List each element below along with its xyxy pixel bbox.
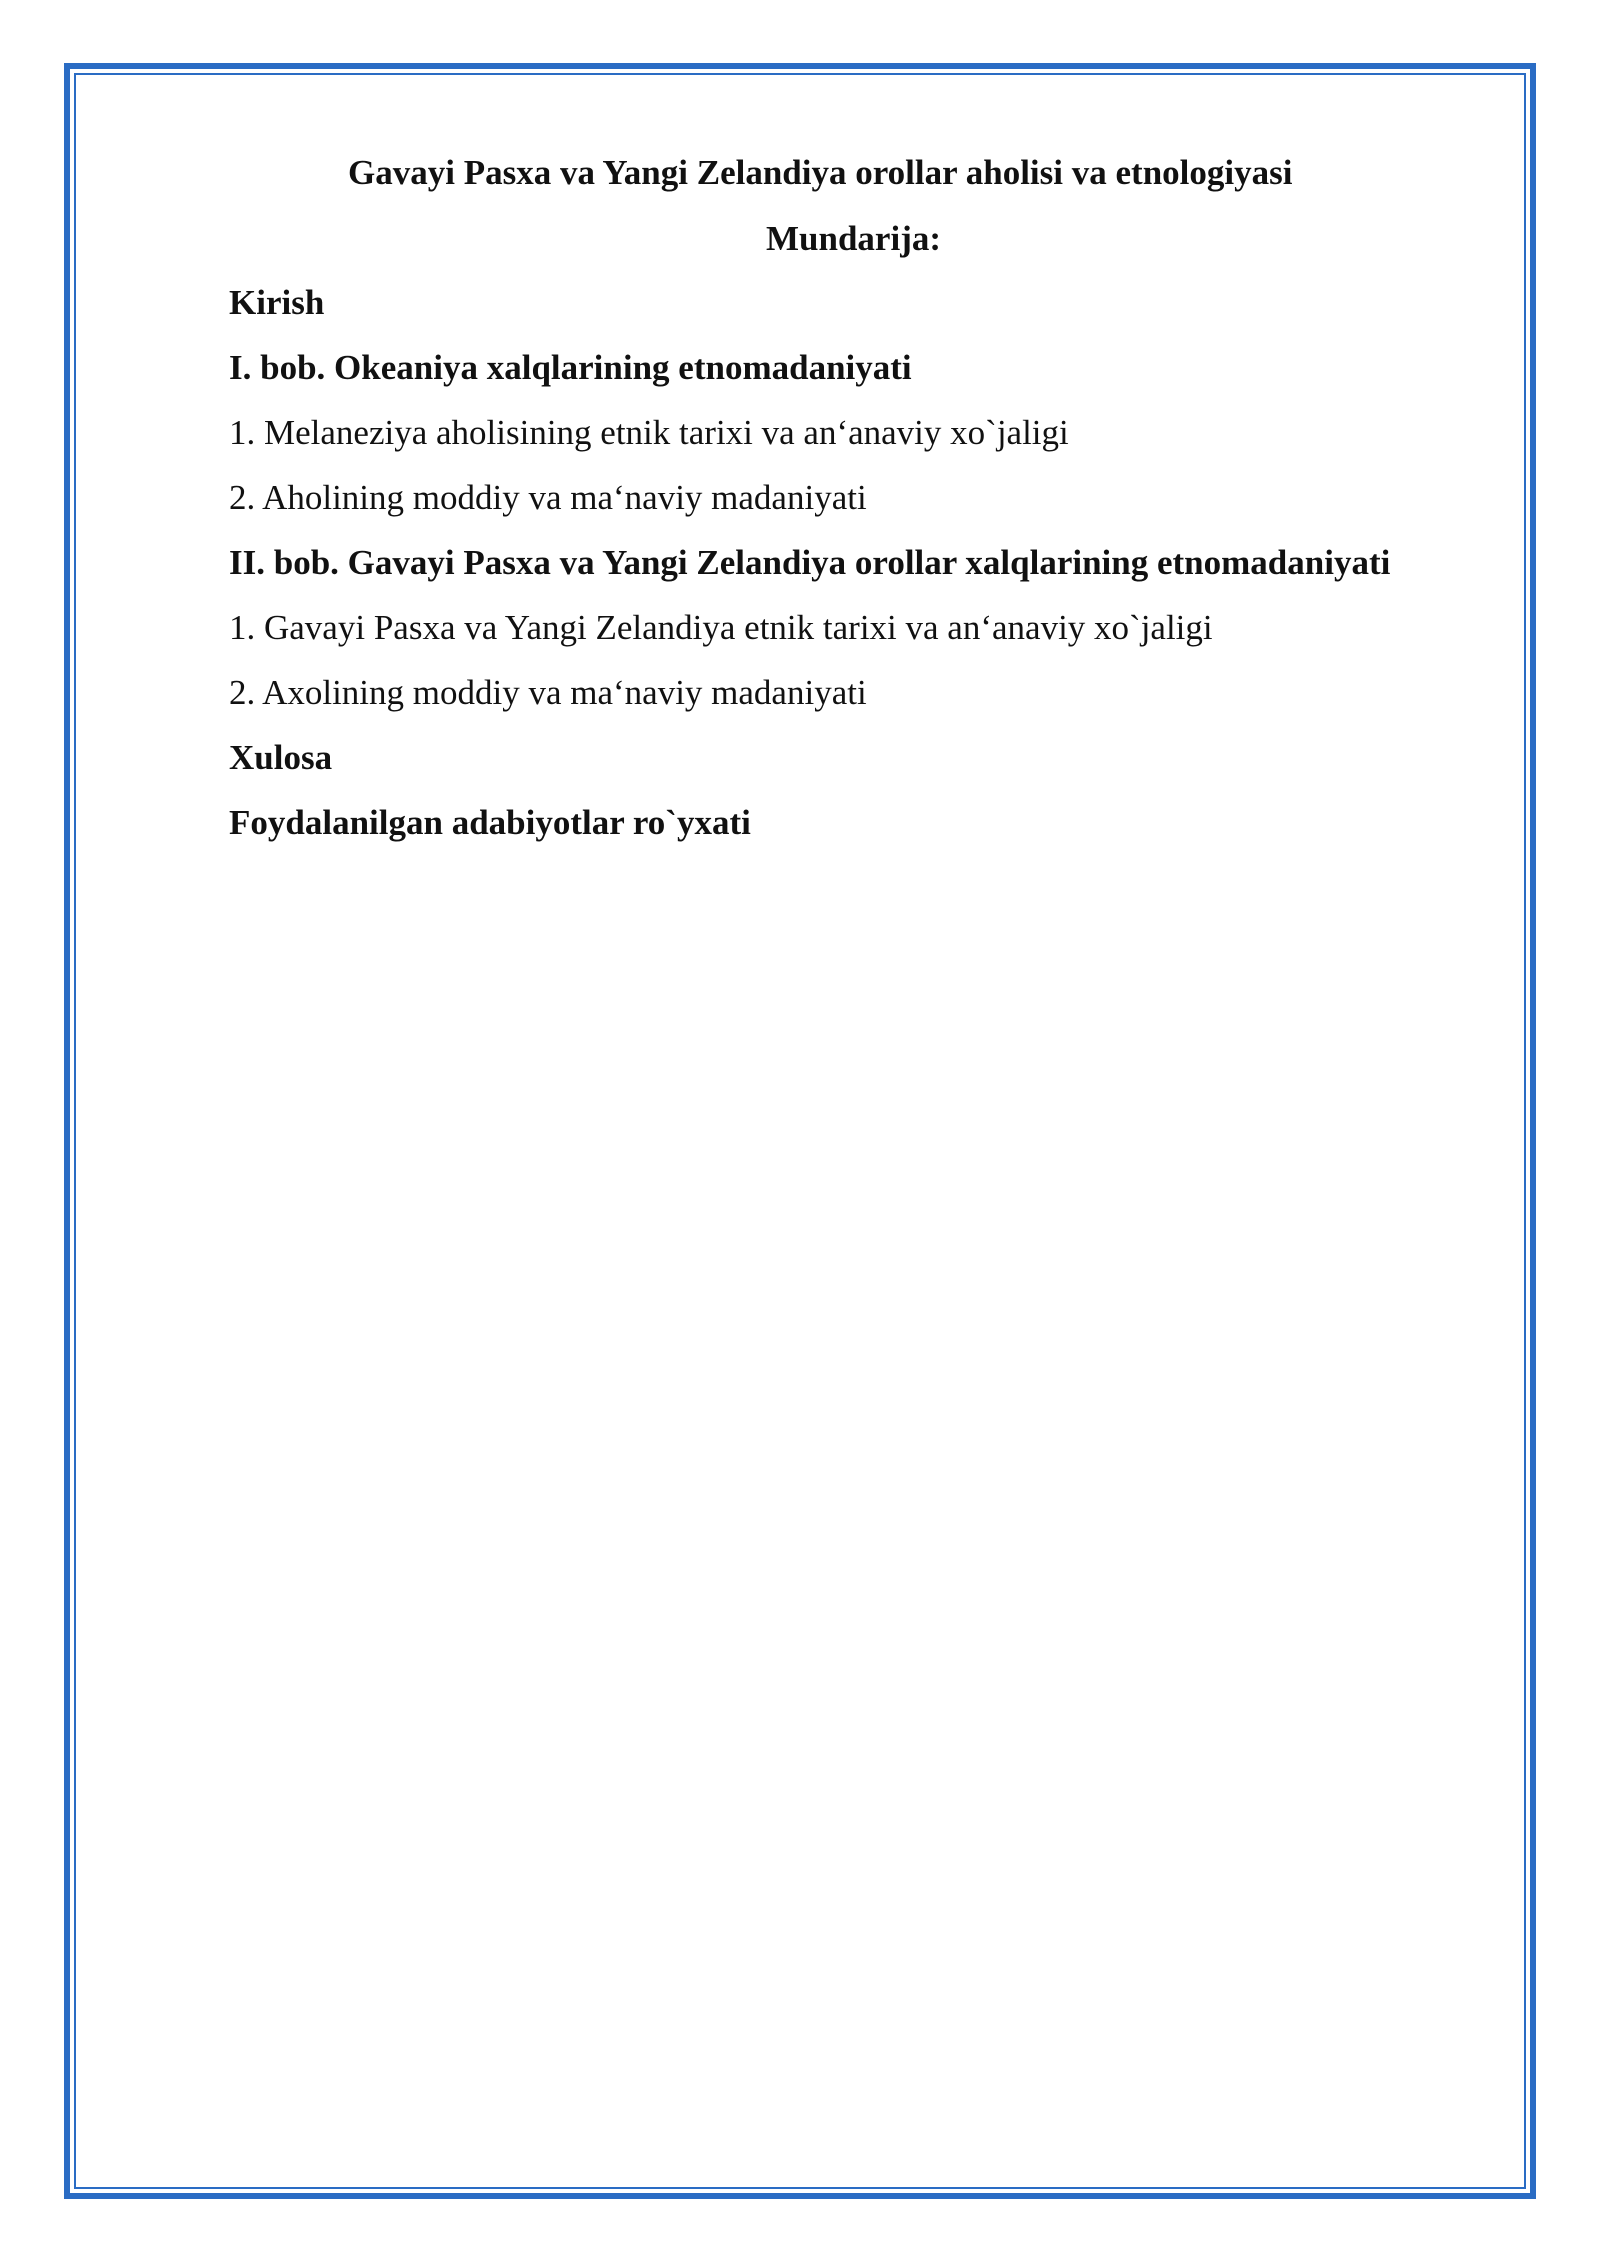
toc-item-chapter-1-section-1: 1. Melaneziya aholisining etnik tarixi va an‘anaviy xo`jaligi	[229, 413, 1069, 452]
toc-item-chapter-2-section-2: 2. Axolining moddiy va ma‘naviy madaniyati	[229, 673, 867, 712]
toc-item-xulosa: Xulosa	[229, 738, 333, 777]
toc-item-chapter-2-section-1: 1. Gavayi Pasxa va Yangi Zelandiya etnik tarixi va an‘anaviy xo`jaligi	[229, 608, 1213, 647]
toc-item-chapter-2: II. bob. Gavayi Pasxa va Yangi Zelandiya orollar xalqlarining etnomadaniyati	[229, 543, 1391, 582]
document-title: Gavayi Pasxa va Yangi Zelandiya orollar aholisi va etnologiyasi	[348, 153, 1293, 192]
toc-item-chapter-1: I. bob. Okeaniya xalqlarining etnomadaniyati	[229, 348, 912, 387]
toc-item-chapter-1-section-2: 2. Aholining moddiy va ma‘naviy madaniyati	[229, 478, 867, 517]
document-body	[229, 148, 1509, 863]
toc-item-kirish: Kirish	[229, 283, 325, 322]
toc-item-bibliography: Foydalanilgan adabiyotlar ro`yxati	[229, 803, 751, 842]
table-of-contents	[229, 278, 1509, 863]
toc-heading: Mundarija:	[766, 219, 941, 258]
